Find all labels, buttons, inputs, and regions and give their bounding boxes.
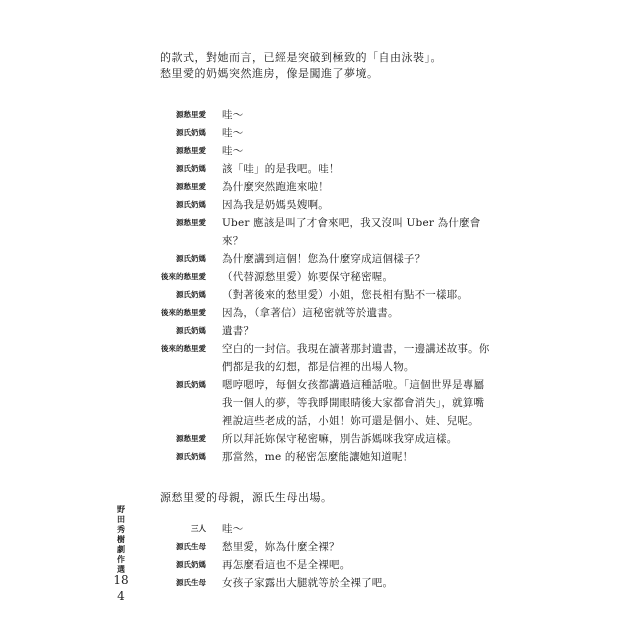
- speaker-name: 源愁里愛: [176, 182, 206, 191]
- dialogue-text: 嗯哼嗯哼，每個女孩都講過這種話啦。「這個世界是專屬我一個人的夢，等我睜開眼睛後大家都會消失」，就算嘴裡說這些老成的話，小姐！妳可還是個小、娃、兒呢。: [222, 379, 485, 427]
- dialogue-text: 為什麼突然跑進來啦！: [222, 181, 329, 193]
- dialogue-text: （對著後來的愁里愛）小姐，您長相有點不一樣耶。: [222, 289, 469, 301]
- dialogue-line: [0, 106, 640, 124]
- speaker-name: 源愁里愛: [176, 110, 206, 119]
- dialogue-line: [0, 160, 640, 178]
- dialogue-line: [0, 430, 640, 448]
- dialogue-text: （代替源愁里愛）妳要保守秘密喔。: [222, 271, 394, 283]
- speaker-name: 源氏奶媽: [176, 380, 206, 389]
- speaker-name: 後來的愁里愛: [161, 344, 206, 353]
- speaker-name: 源氏生母: [176, 578, 206, 587]
- dialogue-text: 女孩子家露出大腿就等於全裸了吧。: [222, 577, 394, 589]
- speaker-name: 源氏奶媽: [176, 128, 206, 137]
- dialogue-text: 哇～: [222, 523, 244, 535]
- dialogue-line: [0, 250, 640, 268]
- dialogue-line: [0, 304, 640, 322]
- dialogue-line: [0, 340, 640, 376]
- dialogue-text: 因為，（拿著信）這秘密就等於遺書。: [222, 307, 399, 319]
- speaker-name: 源愁里愛: [176, 434, 206, 443]
- speaker-name: 源愁里愛: [176, 218, 206, 227]
- dialogue-block: [0, 106, 640, 466]
- dialogue-line: [0, 286, 640, 304]
- dialogue-line: [0, 124, 640, 142]
- dialogue-line: [0, 142, 640, 160]
- dialogue-line: [0, 448, 640, 466]
- dialogue-text: 愁里愛，妳為什麼全裸？: [222, 541, 340, 553]
- dialogue-text: Uber 應該是叫了才會來吧，我又沒叫 Uber 為什麼會來？: [222, 217, 481, 247]
- speaker-name: 源氏生母: [176, 542, 206, 551]
- speaker-name: 後來的愁里愛: [161, 272, 206, 281]
- dialogue-line: [0, 268, 640, 286]
- speaker-name: 源氏奶媽: [176, 560, 206, 569]
- dialogue-text: 所以拜託妳保守秘密嘛，別告訴媽咪我穿成這樣。: [222, 433, 458, 445]
- speaker-name: 源氏奶媽: [176, 290, 206, 299]
- stage-direction: 源愁里愛的母親，源氏生母出場。: [160, 491, 333, 504]
- speaker-name: 後來的愁里愛: [161, 308, 206, 317]
- speaker-name: 源氏奶媽: [176, 200, 206, 209]
- series-title: 野田秀樹劇作選: [117, 505, 125, 574]
- speaker-name: 源氏奶媽: [176, 326, 206, 335]
- dialogue-text: 哇～: [222, 145, 244, 157]
- stage-direction: 愁里愛的奶媽突然進房，像是闖進了夢境。: [160, 67, 379, 80]
- dialogue-text: 為什麼講到這個！您為什麼穿成這個樣子？: [222, 253, 426, 265]
- dialogue-text: 再怎麼看這也不是全裸吧。: [222, 559, 351, 571]
- dialogue-text: 遺書？: [222, 325, 255, 337]
- speaker-name: 源氏奶媽: [176, 254, 206, 263]
- dialogue-line: [0, 214, 640, 250]
- dialogue-line: [0, 178, 640, 196]
- dialogue-line: [0, 520, 640, 538]
- speaker-name: 源氏奶媽: [176, 452, 206, 461]
- speaker-name: 源氏奶媽: [176, 164, 206, 173]
- dialogue-line: [0, 196, 640, 214]
- speaker-name: 源愁里愛: [176, 146, 206, 155]
- dialogue-text: 該「哇」的是我吧。哇！: [222, 163, 340, 175]
- narration-paragraph: 的款式，對她而言，已經是突破到極致的「自由泳裝」。: [160, 51, 442, 64]
- dialogue-text: 哇～: [222, 127, 244, 139]
- dialogue-line: [0, 322, 640, 340]
- dialogue-block: [0, 520, 640, 592]
- dialogue-text: 因為我是奶媽吳嫂啊。: [222, 199, 329, 211]
- speaker-name: 三人: [191, 524, 206, 533]
- dialogue-text: 那當然，me 的秘密怎麼能讓她知道呢！: [222, 451, 414, 463]
- dialogue-line: [0, 538, 640, 556]
- dialogue-line: [0, 574, 640, 592]
- page-number: 184: [113, 573, 129, 603]
- dialogue-text: 空白的一封信。我現在讀著那封遺書，一邊講述故事。你們都是我的幻想，都是信裡的出場人物。: [222, 343, 490, 373]
- dialogue-line: [0, 376, 640, 430]
- dialogue-text: 哇～: [222, 109, 244, 121]
- dialogue-line: [0, 556, 640, 574]
